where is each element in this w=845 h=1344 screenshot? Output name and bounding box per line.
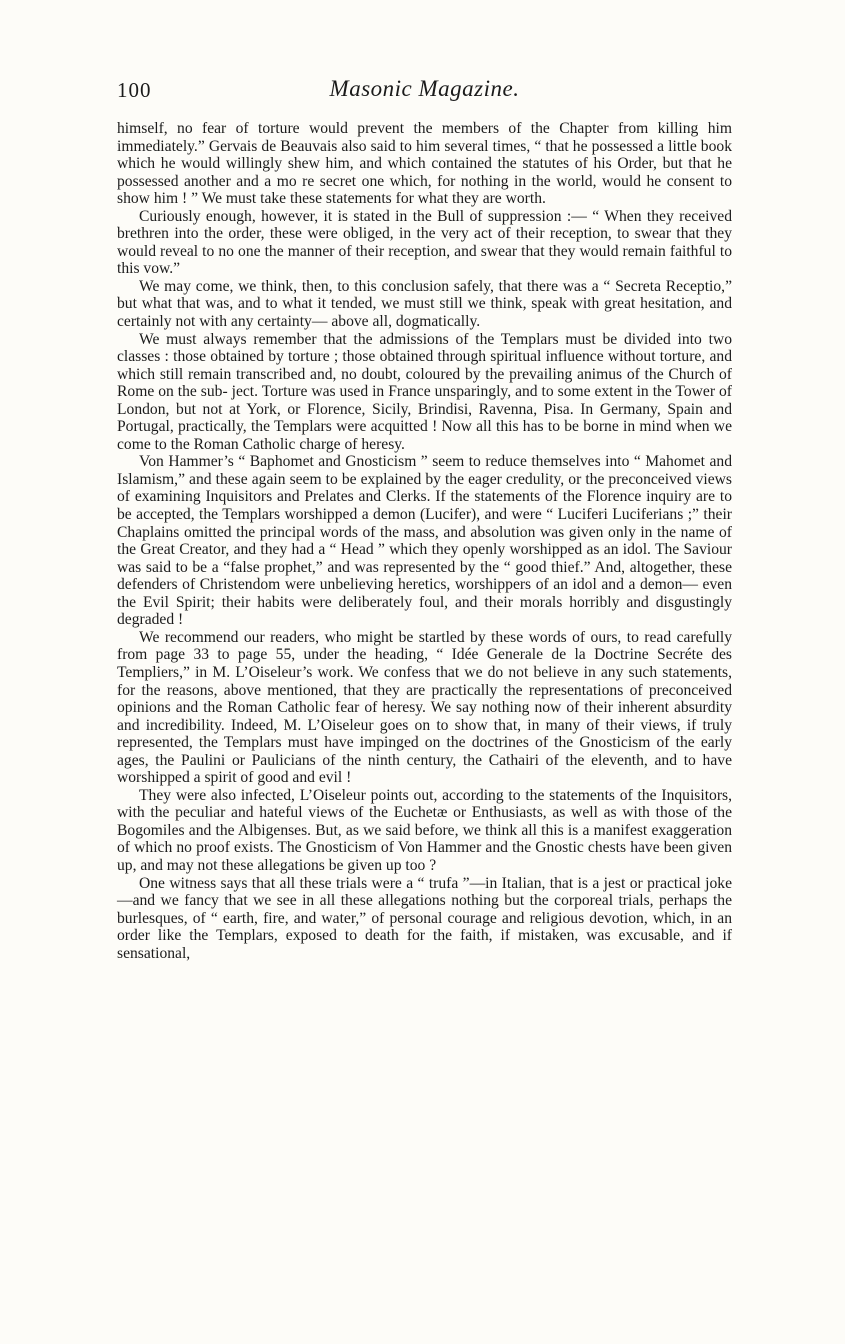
paragraph: Curiously enough, however, it is stated in the Bull of suppression :— “ When they received brethren into the order, these were obliged, in the very act of their reception, to swear that they would reveal to no one the manner of their reception, and swear that they would remain faithful to this vow.” — [117, 207, 732, 278]
paragraph: One witness says that all these trials were a “ trufa ”—in Italian, that is a jest or practical joke—and we fancy that we see in all these allegations nothing but the corporeal trials, perhaps the burlesques, of “ earth, fire, and water,” of personal courage and religious devotion, which, in an order like the Templars, exposed to death for the faith, if mistaken, was excusable, and if sensational, — [117, 874, 732, 962]
paragraph: We may come, we think, then, to this conclusion safely, that there was a “ Secreta Receptio,” but what that was, and to what it tended, we must still we think, speak with great hesitation, and certainly not with any certainty— above all, dogmatically. — [117, 277, 732, 331]
paragraph: We recommend our readers, who might be startled by these words of ours, to read carefully from page 33 to page 55, under the heading, “ Idée Generale de la Doctrine Secréte des Templiers,” in M. L’Oiseleur’s work. We confess that we do not believe in any such statements, for the reasons, above mentioned, that they are practically the representations of preconceived opinions and the Roman Catholic fear of heresy. We say nothing now of their inherent absurdity and incredibility. Indeed, M. L’Oiseleur goes on to show that, in many of their views, if truly represented, the Templars must have impinged on the doctrines of the Gnosticism of the early ages, the Paulini or Paulicians of the ninth century, the Cathairi of the eleventh, and to have worshipped a spirit of good and evil ! — [117, 628, 732, 787]
running-title: Masonic Magazine. — [329, 76, 520, 101]
paragraph: We must always remember that the admissions of the Templars must be divided into two classes : those obtained by torture ; those obtained through spiritual influence without torture, and which still remain transcribed and, no doubt, coloured by the prevailing animus of the Church of Rome on the sub- ject. Torture was used in France unsparingly, and to some extent in the Tower of London, but not at York, or Florence, Sicily, Brindisi, Ravenna, Pisa. In Germany, Spain and Portugal, practically, the Templars were acquitted ! Now all this has to be borne in mind when we come to the Roman Catholic charge of heresy. — [117, 330, 732, 453]
page-header — [117, 76, 732, 110]
article-body — [117, 120, 732, 962]
paragraph: Von Hammer’s “ Baphomet and Gnosticism ” seem to reduce themselves into “ Mahomet and Islamism,” and these again seem to be explained by the eager credulity, or the preconceived views of examining Inquisitors and Prelates and Clerks. If the statements of the Florence inquiry are to be accepted, the Templars worshipped a demon (Lucifer), and were “ Luciferi Luciferians ;” their Chaplains omitted the principal words of the mass, and absolution was given only in the name of the Great Creator, and they had a “ Head ” which they openly worshipped as an idol. The Saviour was said to be a “false prophet,” and was represented by the “ good thief.” And, altogether, these defenders of Christendom were unbelieving heretics, worshippers of an idol and a demon— even the Evil Spirit; their habits were deliberately foul, and their morals horribly and disgustingly degraded ! — [117, 453, 732, 629]
paragraph: himself, no fear of torture would prevent the members of the Chapter from killing him immediately.” Gervais de Beauvais also said to him several times, “ that he possessed a little book which he would willingly shew him, and which contained the statutes of his Order, but that he possessed another and a mo re secret one which, for nothing in the world, would he consent to show him ! ” We must take these statements for what they are worth. — [117, 120, 732, 208]
paragraph: They were also infected, L’Oiseleur points out, according to the statements of the Inquisitors, with the peculiar and hateful views of the Euchetæ or Enthusiasts, as well as with those of the Bogomiles and the Albigenses. But, as we said before, we think all this is a manifest exaggeration of which no proof exists. The Gnosticism of Von Hammer and the Gnostic chests have been given up, and may not these allegations be given up too ? — [117, 786, 732, 874]
page-number: 100 — [117, 78, 152, 102]
